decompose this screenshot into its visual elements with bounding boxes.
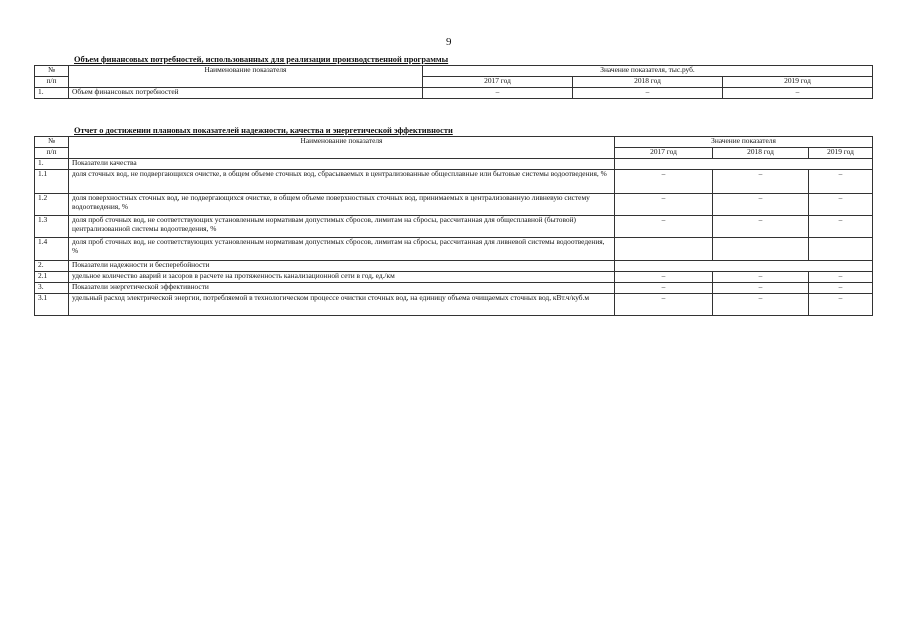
table-row <box>35 216 873 238</box>
row-name: доля сточных вод, не подвергающихся очистке, в общем объеме сточных вод, сбрасываемых в централизованные общесплавные или бытовые системы водоотведения, % <box>69 170 615 194</box>
row-value: – <box>713 216 809 238</box>
row-value: – <box>423 88 573 99</box>
header-value: Значение показателя <box>615 137 873 148</box>
row-name: Показатели энергетической эффективности <box>69 283 615 294</box>
row-value: – <box>723 88 873 99</box>
row-value: – <box>615 272 713 283</box>
row-value: – <box>809 294 873 316</box>
table2-title: Отчет о достижении плановых показателей надежности, качества и энергетической эффективности <box>74 126 453 135</box>
page-number: 9 <box>446 36 452 48</box>
financial-needs-table <box>34 65 873 99</box>
row-name: доля поверхностных сточных вод, не подвергающихся очистке, в общем объеме поверхностных сточных вод, принимаемых в централизованную ливневую систему водоотведения, % <box>69 194 615 216</box>
header-value: Значение показателя, тыс.руб. <box>423 66 873 77</box>
header-year: 2018 год <box>713 148 809 159</box>
row-name: Показатели качества <box>69 159 615 170</box>
row-name: доля проб сточных вод, не соответствующих установленным нормативам допустимых сбросов, лимитам на сбросы, рассчитанная для общесплавной (бытовой) централизованной системы водоотведения, % <box>69 216 615 238</box>
row-value <box>615 261 873 272</box>
row-value <box>809 238 873 261</box>
row-name: Объем финансовых потребностей <box>69 88 423 99</box>
row-value: – <box>809 194 873 216</box>
header-year: 2017 год <box>615 148 713 159</box>
table-row <box>35 170 873 194</box>
row-number: 1.3 <box>35 216 69 238</box>
header-year: 2018 год <box>573 77 723 88</box>
row-number: 1. <box>35 159 69 170</box>
row-value: – <box>809 272 873 283</box>
table-row <box>35 88 873 99</box>
row-value: – <box>809 170 873 194</box>
row-number: 1.1 <box>35 170 69 194</box>
header-year: 2017 год <box>423 77 573 88</box>
row-name: удельное количество аварий и засоров в расчете на протяженность канализационной сети в год, ед./км <box>69 272 615 283</box>
header-pp: п/п <box>35 148 69 159</box>
table-row <box>35 261 873 272</box>
header-year: 2019 год <box>723 77 873 88</box>
row-value: – <box>615 170 713 194</box>
row-name: удельный расход электрической энергии, потребляемой в технологическом процессе очистки сточных вод, на единицу объема очищаемых сточных вод, кВт.ч/куб.м <box>69 294 615 316</box>
row-value: – <box>713 283 809 294</box>
row-number: 2. <box>35 261 69 272</box>
row-value: – <box>713 170 809 194</box>
table-row <box>35 294 873 316</box>
header-year: 2019 год <box>809 148 873 159</box>
row-number: 3. <box>35 283 69 294</box>
table-row <box>35 272 873 283</box>
row-value: – <box>573 88 723 99</box>
table-row <box>35 283 873 294</box>
row-value: – <box>809 216 873 238</box>
header-name: Наименование показателя <box>69 66 423 88</box>
table-row <box>35 238 873 261</box>
row-number: 1.2 <box>35 194 69 216</box>
row-value <box>615 238 713 261</box>
row-value: – <box>615 216 713 238</box>
table1-title: Объем финансовых потребностей, использованных для реализации производственной программы <box>74 55 449 64</box>
header-no: № <box>35 137 69 148</box>
row-value <box>713 238 809 261</box>
row-number: 1. <box>35 88 69 99</box>
header-pp: п/п <box>35 77 69 88</box>
header-no: № <box>35 66 69 77</box>
row-value: – <box>809 283 873 294</box>
row-value: – <box>615 283 713 294</box>
table-row <box>35 194 873 216</box>
row-name: Показатели надежности и бесперебойности <box>69 261 615 272</box>
row-value: – <box>615 294 713 316</box>
row-value: – <box>615 194 713 216</box>
row-number: 3.1 <box>35 294 69 316</box>
row-value: – <box>713 194 809 216</box>
row-value: – <box>713 294 809 316</box>
header-name: Наименование показателя <box>69 137 615 159</box>
row-number: 2.1 <box>35 272 69 283</box>
row-value <box>615 159 873 170</box>
row-number: 1.4 <box>35 238 69 261</box>
row-value: – <box>713 272 809 283</box>
indicators-table <box>34 136 873 316</box>
row-name: доля проб сточных вод, не соответствующих установленным нормативам допустимых сбросов, лимитам на сбросы, рассчитанная для ливневой системы водоотведения, % <box>69 238 615 261</box>
table-row <box>35 159 873 170</box>
